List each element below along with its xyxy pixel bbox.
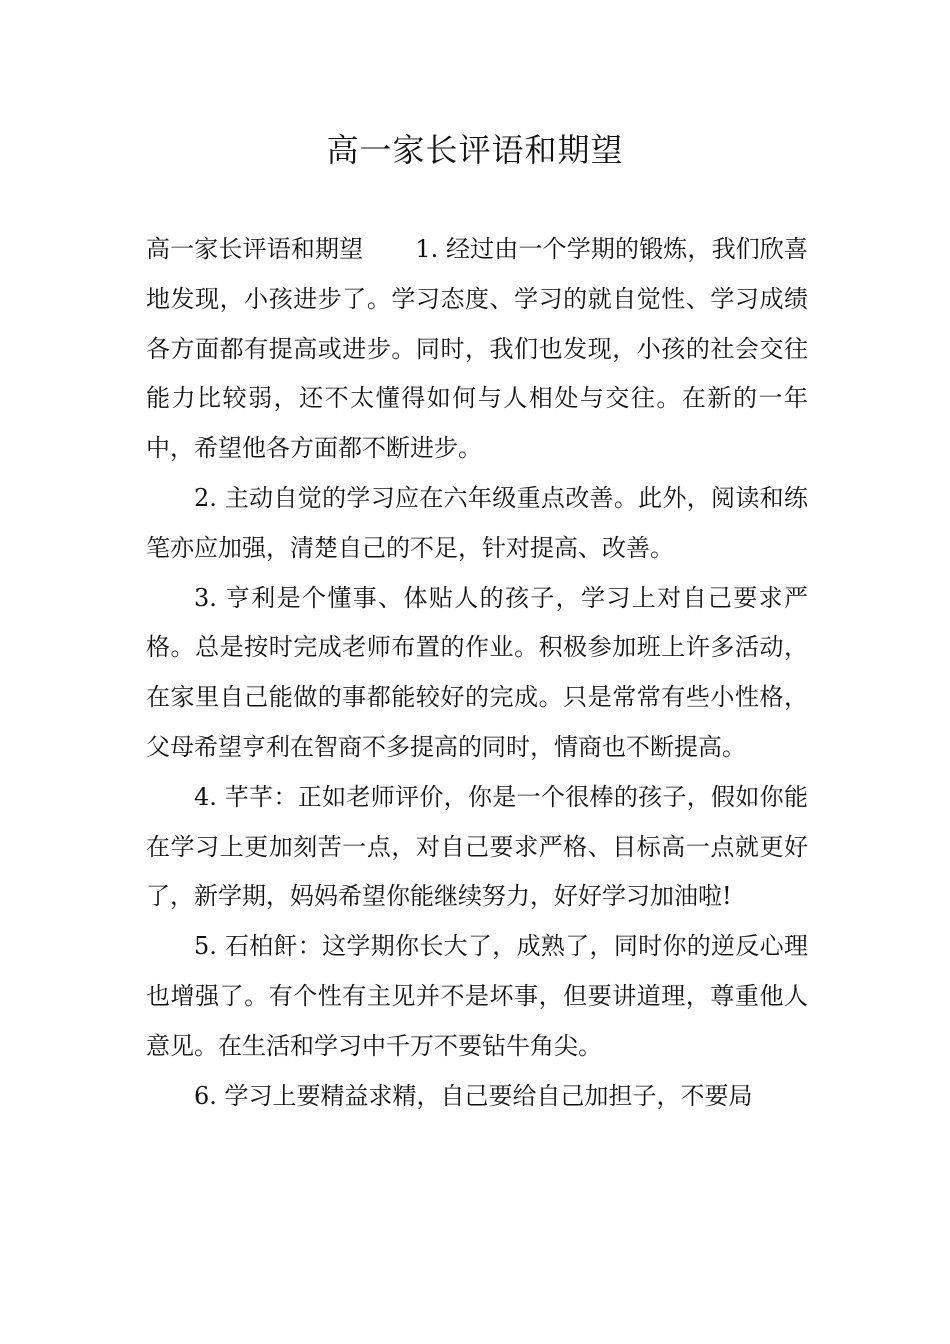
paragraph-5: 5. 石柏飦：这学期你长大了，成熟了，同时你的逆反心理也增强了。有个性有主见并不是坏事，但要讲道理，尊重他人意见。在生活和学习中千万不要钻牛角尖。	[146, 932, 808, 1060]
lead-title: 高一家长评语和期望	[146, 235, 364, 263]
paragraph-1-text: 1. 经过由一个学期的锻炼，我们欣喜地发现，小孩进步了。学习态度、学习的就自觉性、学习成绩各方面都有提高或进步。同时，我们也发现，小孩的社会交往能力比较弱，还不太懂得如何与人相处与交往。在新的一年中，希望他各方面都不断进步。	[146, 235, 809, 463]
paragraph-6: 6. 学习上要精益求精，自己要给自己加担子，不要局	[194, 1081, 753, 1110]
paragraph-2: 2. 主动自觉的学习应在六年级重点改善。此外，阅读和练笔亦应加强，清楚自己的不足，针对提高、改善。	[146, 483, 808, 562]
paragraph-1	[146, 225, 808, 474]
document-title: 高一家长评语和期望	[326, 131, 624, 169]
paragraph-4: 4. 芊芊：正如老师评价，你是一个很棒的孩子，假如你能在学习上更加刻苦一点，对自己要求严格、目标高一点就更好了，新学期，妈妈希望你能继续努力，好好学习加油啦!	[146, 782, 808, 911]
document-body	[146, 225, 808, 1121]
paragraph-3: 3. 亨利是个懂事、体贴人的孩子，学习上对自己要求严格。总是按时完成老师布置的作业。积极参加班上许多活动，在家里自己能做的事都能较好的完成。只是常常有些小性格，父母希望亨利在智商不多提高的同时，情商也不断提高。	[146, 583, 808, 761]
